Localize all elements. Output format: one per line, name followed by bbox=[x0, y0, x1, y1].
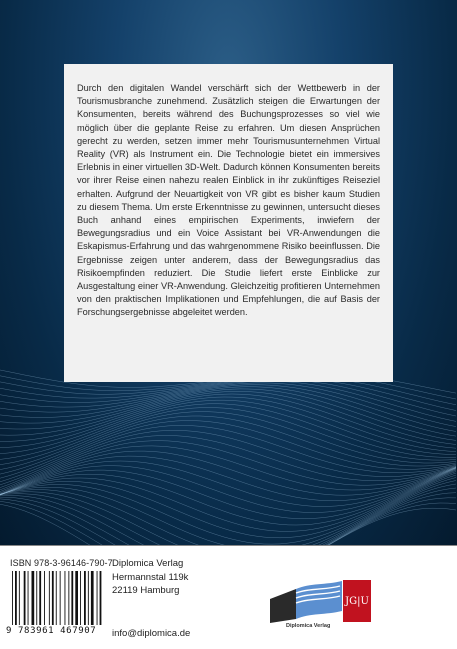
publisher-address bbox=[112, 557, 188, 598]
blurb-box bbox=[64, 64, 393, 382]
blurb-text: Durch den digitalen Wandel verschärft sich der Wettbewerb in der Tourismusbranche zunehmend. Zusätzlich steigen die Erwartungen der Konsumenten, bereits während des Buchungsprozesses so viel wie möglich über die geplante Reise zu erfahren. Um diesen Ansprüchen gerecht zu werden, setzen immer mehr Tourismusunternehmen Virtual Reality (VR) als Instrument ein. Die Technologie bietet ein immersives Erlebnis in einer virtuellen 3D-Welt. Dadurch können Konsumenten bereits vor ihrer Reise einen nahezu realen Einblick in ihr zukünftiges Reiseziel erhalten. Aufgrund der Neuartigkeit von VR gibt es bisher kaum Studien zu diesem Thema. Um erste Erkenntnisse zu gewinnen, untersucht dieses Buch anhand eines empirischen Experiments, inwiefern der Bewegungsradius und ein Voice Assistant bei VR-Anwendungen die Eskapismus-Erfahrung und das wahrgenommene Risiko beeinflussen. Die Ergebnisse zeigen unter anderem, dass der Bewegungsradius das Risikoempfinden reduziert. Die Studie liefert erste Einblicke zur Ausgestaltung einer VR-Anwendung. Gleichzeitig profitieren Unternehmen von den praktischen Implikationen und Empfehlungen, die auf Basis der Forschungsergebnisse abgeleitet werden. bbox=[77, 83, 380, 318]
barcode-bar bbox=[44, 571, 45, 625]
wave-line bbox=[0, 441, 456, 490]
publisher-street: Hermannstal 119k bbox=[112, 571, 189, 583]
barcode-bar bbox=[28, 571, 29, 625]
barcode-bar bbox=[36, 571, 37, 625]
logo-label: Diplomica Verlag bbox=[286, 623, 331, 629]
barcode-bar bbox=[75, 571, 78, 625]
barcode-bar bbox=[65, 571, 66, 625]
publisher-name: Diplomica Verlag bbox=[112, 558, 184, 569]
wave-line bbox=[0, 391, 456, 444]
barcode-bar bbox=[60, 571, 61, 625]
barcode-bar bbox=[52, 571, 54, 625]
wave-line bbox=[0, 430, 456, 485]
barcode-bar bbox=[49, 571, 50, 625]
barcode-bar bbox=[56, 571, 57, 625]
diplomica-book-logo-icon bbox=[266, 577, 346, 629]
isbn-label: ISBN 978-3-96146-790-7 bbox=[10, 558, 113, 568]
barcode-bar bbox=[19, 571, 20, 625]
barcode-bar bbox=[84, 571, 86, 625]
barcode-bar bbox=[32, 571, 35, 625]
barcode-bar bbox=[68, 571, 69, 625]
barcode-bar bbox=[88, 571, 89, 625]
barcode bbox=[10, 571, 102, 625]
publisher-email: info@diplomica.de bbox=[112, 628, 191, 639]
barcode-bar bbox=[91, 571, 94, 625]
barcode-bar bbox=[24, 571, 26, 625]
barcode-bar bbox=[97, 571, 98, 625]
barcode-bar bbox=[100, 571, 102, 625]
imprint-strip bbox=[0, 545, 457, 649]
wave-line bbox=[0, 381, 456, 421]
publisher-city: 22119 Hamburg bbox=[112, 585, 180, 596]
barcode-bar bbox=[12, 571, 13, 625]
wave-line bbox=[0, 436, 456, 488]
barcode-bar bbox=[80, 571, 81, 625]
jgu-logo: JG|U bbox=[343, 580, 371, 622]
barcode-bar bbox=[39, 571, 41, 625]
barcode-bar bbox=[15, 571, 17, 625]
barcode-bar bbox=[71, 571, 73, 625]
barcode-digits: 9 783961 467907 bbox=[6, 626, 97, 636]
